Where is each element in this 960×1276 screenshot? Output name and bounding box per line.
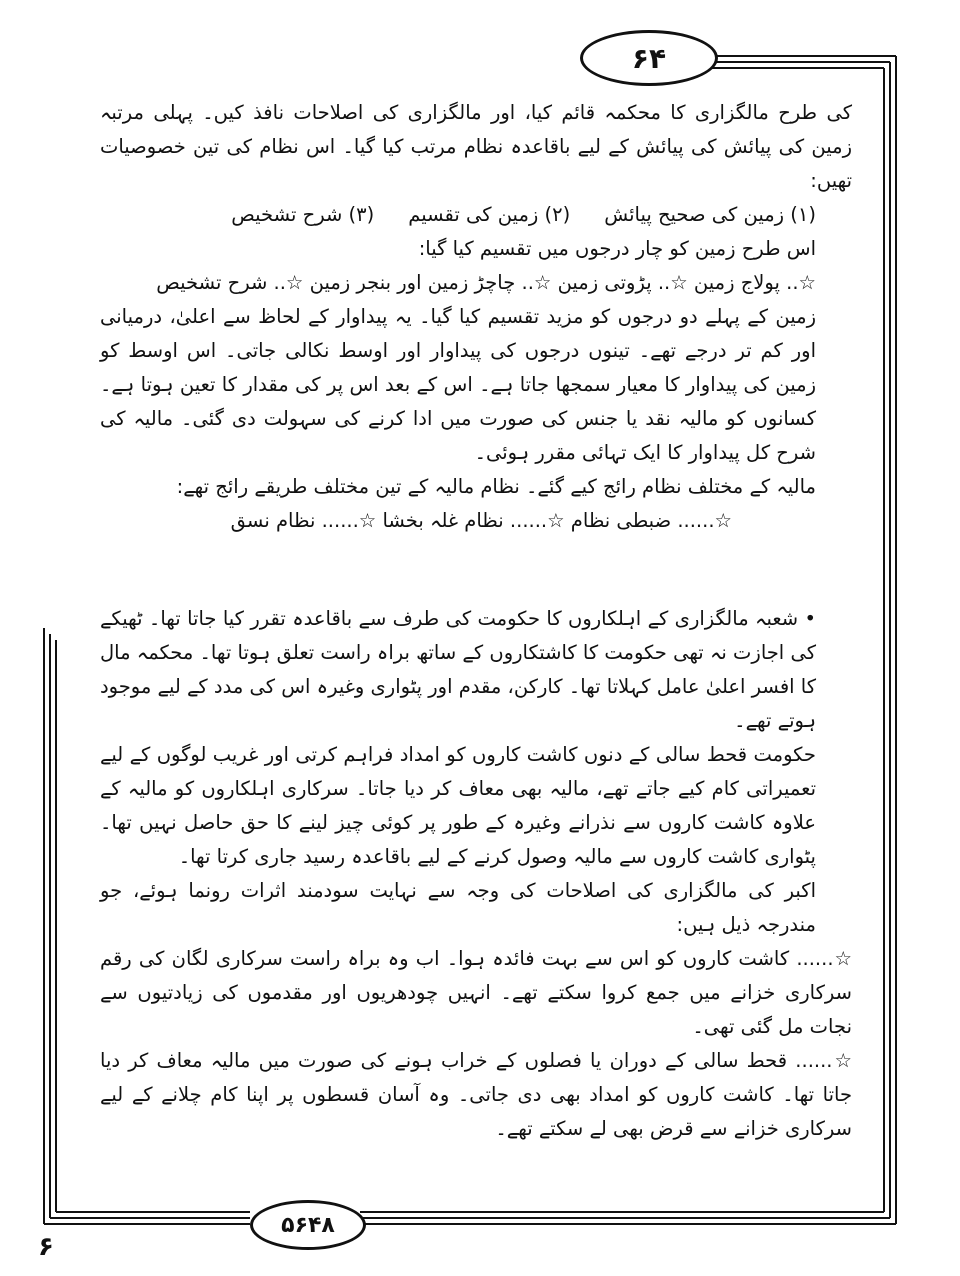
systems-list: ☆...... ضبطی نظام ☆...... نظام غلہ بخشا ☆...... نظام نسق: [230, 509, 732, 532]
effect-item: ☆...... قحط سالی کے دوران یا فصلوں کے خراب ہونے کی صورت میں مالیہ معاف کر دیا جاتا تھا۔ کاشت کاروں کو امداد بھی دی جاتی۔ وہ آسان قسطوں پر اپنا کام چلانے کے لیے سرکاری خزانے سے قرض بھی لے سکتے تھے۔: [100, 1049, 852, 1140]
text-block-lower: [100, 602, 852, 1146]
corner-mark: ۶: [38, 1232, 54, 1262]
paragraph-revenue-systems: مالیہ کے مختلف نظام رائج کیے گئے۔ نظام مالیہ کے تین مختلف طریقے رائج تھے:: [176, 475, 816, 498]
feature-item: (۱) زمین کی صحیح پیائش: [604, 203, 816, 226]
page-number-top: ۶۴: [580, 30, 718, 86]
land-types-list: ☆.. پولاج زمین ☆.. پڑوتی زمین ☆.. چاچڑ زمین اور بنجر زمین ☆.. شرح تشخیص: [156, 271, 816, 294]
feature-item: (۳) شرح تشخیص: [231, 203, 375, 226]
paragraph-four-categories: اس طرح زمین کو چار درجوں میں تقسیم کیا گیا:: [418, 237, 816, 260]
paragraph-land-survey: کی طرح مالگزاری کا محکمہ قائم کیا، اور مالگزاری کی اصلاحات نافذ کیں۔ پہلی مرتبہ زمین کی پیائش کی پیائش کے لیے باقاعدہ نظام مرتب کیا گیا۔ اس نظام کی تین خصوصیات تھیں:: [100, 101, 852, 192]
text-block-upper: [100, 96, 852, 538]
paragraph-effects-intro: اکبر کی مالگزاری کی اصلاحات کی وجہ سے نہایت سودمند اثرات رونما ہوئے، جو مندرجہ ذیل ہیں:: [100, 879, 816, 936]
page-number-bottom: ۵۶۴۸: [250, 1200, 366, 1250]
paragraph-famine-relief: حکومت قحط سالی کے دنوں کاشت کاروں کو امداد فراہم کرتی اور غریب لوگوں کے لیے تعمیراتی کام کیے جاتے تھے، مالیہ بھی معاف کر دیا جاتا۔ سرکاری اہلکاروں کو مالیہ کے علاوہ کاشت کاروں سے نذرانے وغیرہ کے طور پر کوئی چیز لینے کا حق حاصل نہیں تھا۔ پٹواری کاشت کاروں سے مالیہ وصول کرنے کے لیے باقاعدہ رسید جاری کرتا تھا۔: [100, 743, 816, 868]
paragraph-grades: زمین کے پہلے دو درجوں کو مزید تقسیم کیا گیا۔ یہ پیداوار کے لحاظ سے اعلیٰ، درمیانی اور کم تر درجے تھے۔ تینوں درجوں کی پیداوار اور اوسط نکالی جاتی۔ اس اوسط کو زمین کی پیداوار کا معیار سمجھا جاتا ہے۔ اس کے بعد اس پر کی مقدار کا تعین ہوتا ہے۔ کسانوں کو مالیہ نقد یا جنس کی صورت میں ادا کرنے کی سہولت دی گئی۔ مالیہ کی شرح کل پیداوار کا ایک تہائی مقرر ہوئی۔: [100, 305, 816, 464]
feature-item: (۲) زمین کی تقسیم: [408, 203, 571, 226]
paragraph-officials: • شعبہ مالگزاری کے اہلکاروں کا حکومت کی طرف سے باقاعدہ تقرر کیا جاتا تھا۔ ٹھیکے کی اجازت نہ تھی حکومت کا کاشتکاروں کے ساتھ براہ راست تعلق ہوتا تھا۔ محکمہ مال کا افسر اعلیٰ عامل کہلاتا تھا۔ کارکن، مقدم اور پٹواری وغیرہ اس کی مدد کے لیے موجود ہوتے تھے۔: [100, 607, 816, 732]
effect-item: ☆...... کاشت کاروں کو اس سے بہت فائدہ ہوا۔ اب وہ براہ راست سرکاری لگان کی رقم سرکاری خزانے میں جمع کروا سکتے تھے۔ انہیں چودھریوں اور مقدموں کی زیادتیوں سے نجات مل گئی تھی۔: [100, 947, 852, 1038]
features-list: [100, 198, 852, 232]
